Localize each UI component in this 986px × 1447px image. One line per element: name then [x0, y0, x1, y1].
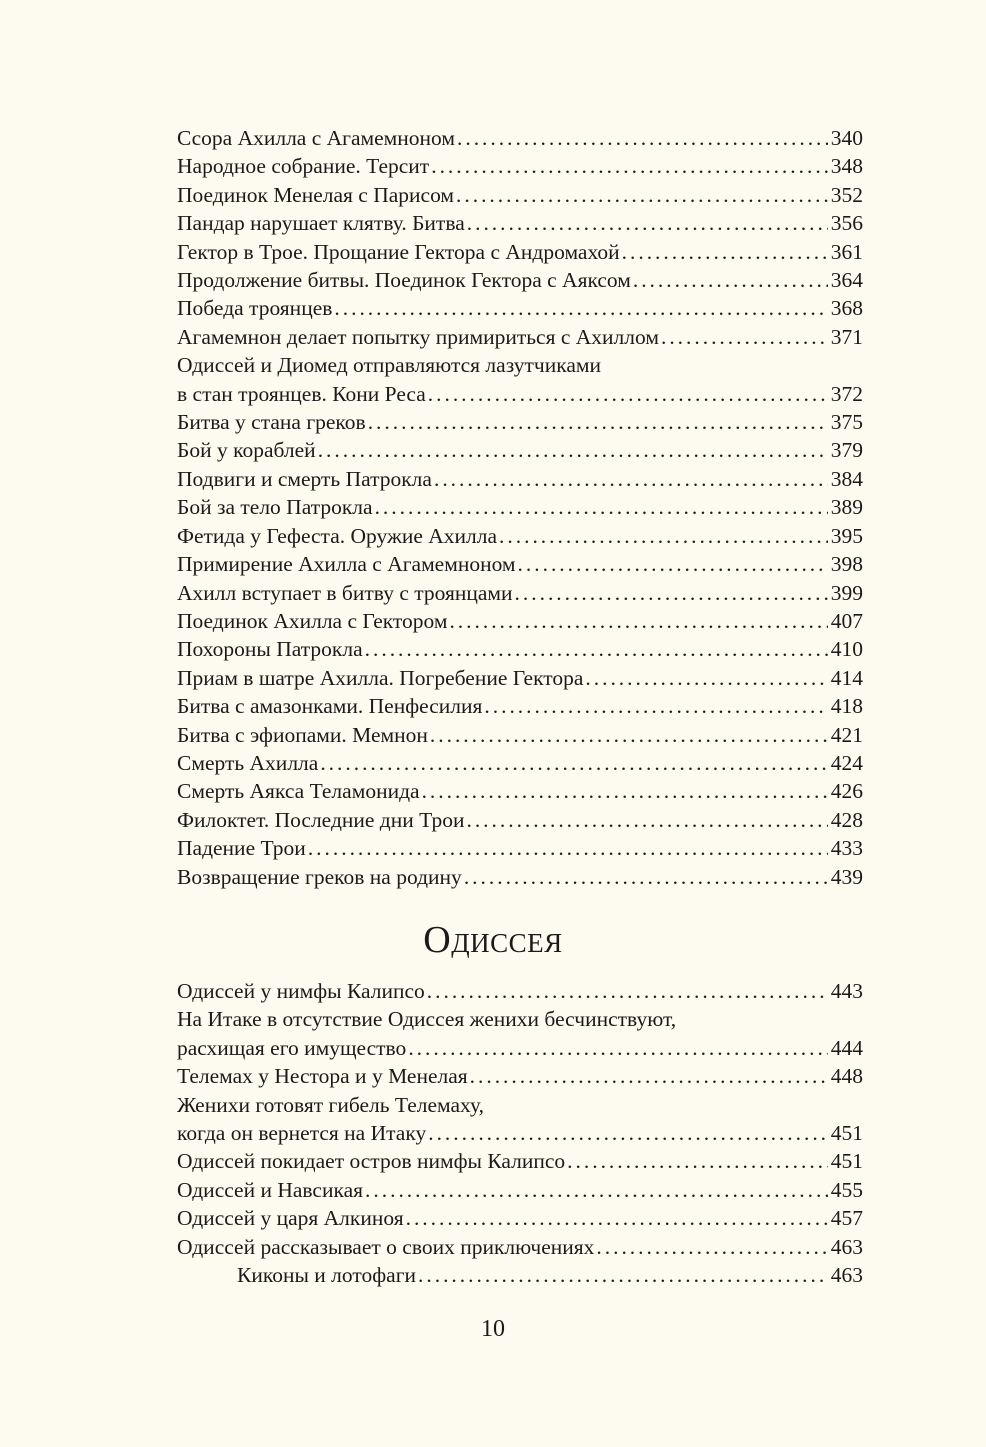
- dot-leader: [464, 863, 828, 891]
- toc-entry-page: 364: [830, 268, 863, 293]
- toc-entry: [177, 550, 863, 578]
- toc-entry-page: 375: [830, 410, 863, 435]
- toc-entry-page: 352: [830, 182, 863, 207]
- dot-leader: [427, 977, 828, 1005]
- toc-entry: [177, 238, 863, 266]
- toc-entry-title: Продолжение битвы. Поединок Гектора с Аяксом: [177, 268, 631, 293]
- toc-entry-page: 384: [830, 466, 863, 491]
- dot-leader: [422, 777, 828, 805]
- dot-leader: [434, 465, 828, 493]
- toc-entry-title: Похороны Патрокла: [177, 637, 363, 662]
- toc-entry-title: Одиссей у царя Алкиноя: [177, 1206, 404, 1231]
- dot-leader: [484, 692, 827, 720]
- toc-entry: [177, 493, 863, 521]
- toc-entry-title: Победа троянцев: [177, 296, 333, 321]
- toc-entry: [177, 721, 863, 749]
- toc-entry: [177, 266, 863, 294]
- dot-leader: [456, 181, 828, 209]
- toc-entry: [177, 692, 863, 720]
- toc-entry-title: Смерть Аякса Теламонида: [177, 779, 420, 804]
- toc-entry-title: Одиссей и Диомед отправляются лазутчиками: [177, 353, 601, 378]
- toc-entry-page: 361: [830, 239, 863, 264]
- dot-leader: [467, 209, 828, 237]
- toc-entry: [177, 1147, 863, 1175]
- dot-leader: [428, 1119, 828, 1147]
- toc-entry-title: Одиссей покидает остров нимфы Калипсо: [177, 1149, 566, 1174]
- dot-leader: [585, 664, 827, 692]
- toc-entry-title: Одиссей и Навсикая: [177, 1177, 364, 1202]
- dot-leader: [428, 380, 828, 408]
- page-number: 10: [481, 1316, 505, 1342]
- dot-leader: [633, 266, 828, 294]
- toc-entry: [177, 1119, 863, 1147]
- dot-leader: [449, 607, 827, 635]
- toc-entry-page: 348: [830, 154, 863, 179]
- toc-entry: [177, 777, 863, 805]
- toc-entry-page: 426: [830, 779, 863, 804]
- dot-leader: [470, 1062, 828, 1090]
- toc-entry: [177, 124, 863, 152]
- dot-leader: [318, 436, 828, 464]
- toc-entry-title: Одиссей у нимфы Калипсо: [177, 979, 425, 1003]
- toc-entry-title: Ссора Ахилла с Агамемноном: [177, 126, 455, 150]
- dot-leader: [308, 834, 828, 862]
- toc-entry-page: 340: [830, 126, 863, 150]
- toc-entry-page: 443: [830, 979, 863, 1003]
- toc-entry: [177, 1062, 863, 1090]
- toc-entry: [177, 436, 863, 464]
- toc-entry-page: 444: [830, 1035, 863, 1060]
- toc-entry: [177, 635, 863, 663]
- toc-entry: [177, 522, 863, 550]
- toc-section-iliad: [177, 124, 863, 891]
- toc-entry-page: 368: [830, 296, 863, 321]
- dot-leader: [515, 579, 828, 607]
- dot-leader: [375, 493, 828, 521]
- toc-entry-title: Бой за тело Патрокла: [177, 495, 373, 520]
- toc-entry-title: Падение Трои: [177, 836, 306, 861]
- dot-leader: [334, 294, 827, 322]
- dot-leader: [431, 152, 828, 180]
- toc-entry-page: 414: [830, 665, 863, 690]
- toc-entry: [177, 863, 863, 891]
- dot-leader: [622, 238, 828, 266]
- dot-leader: [365, 1176, 828, 1204]
- toc-entry-line: [177, 351, 863, 379]
- dot-leader: [368, 408, 828, 436]
- dot-leader: [430, 721, 828, 749]
- toc-entry-title: Женихи готовят гибель Телемаху,: [177, 1092, 484, 1117]
- toc-entry: [177, 465, 863, 493]
- toc-entry-page: 395: [830, 523, 863, 548]
- dot-leader: [567, 1147, 828, 1175]
- dot-leader: [406, 1204, 828, 1232]
- toc-entry-title: Киконы и лотофаги: [237, 1263, 417, 1288]
- toc-entry-page: 398: [830, 552, 863, 577]
- dot-leader: [320, 749, 827, 777]
- toc-entry: [177, 806, 863, 834]
- toc-entry: [177, 749, 863, 777]
- toc-entry: [177, 977, 863, 1005]
- dot-leader: [499, 522, 828, 550]
- toc-entry-title: Телемах у Нестора и у Менелая: [177, 1064, 468, 1089]
- toc-entry-title: Поединок Менелая с Парисом: [177, 182, 455, 207]
- toc-entry-title: Народное собрание. Терсит: [177, 154, 430, 179]
- toc-entry-page: 433: [830, 836, 863, 861]
- dot-leader: [457, 124, 828, 152]
- toc-entry-title: Гектор в Трое. Прощание Гектора с Андромахой: [177, 239, 620, 264]
- toc-section-odyssey: [177, 977, 863, 1289]
- dot-leader: [466, 806, 827, 834]
- toc-entry-page: 457: [830, 1206, 863, 1231]
- toc-entry-title: когда он вернется на Итаку: [177, 1121, 427, 1146]
- dot-leader: [408, 1034, 827, 1062]
- toc-entry-page: 451: [830, 1149, 863, 1174]
- dot-leader: [518, 550, 828, 578]
- toc-entry-title: Агамемнон делает попытку примириться с Ахиллом: [177, 324, 659, 349]
- toc-entry-page: 463: [830, 1234, 863, 1259]
- toc-entry-page: 421: [830, 722, 863, 747]
- dot-leader: [596, 1233, 827, 1261]
- toc-entry-page: 463: [830, 1263, 863, 1288]
- toc-entry-title: Пандар нарушает клятву. Битва: [177, 211, 465, 236]
- toc-entry-title: На Итаке в отсутствие Одиссея женихи бесчинствуют,: [177, 1007, 677, 1032]
- toc-entry: [177, 408, 863, 436]
- toc-entry-title: Приам в шатре Ахилла. Погребение Гектора: [177, 665, 584, 690]
- toc-entry-page: 451: [830, 1121, 863, 1146]
- toc-entry-line: [177, 1091, 863, 1119]
- toc-entry-page: 410: [830, 637, 863, 662]
- toc-entry: [177, 152, 863, 180]
- toc-entry-title: Возвращение греков на родину: [177, 864, 462, 889]
- toc-entry: [177, 294, 863, 322]
- toc-entry-page: 448: [830, 1064, 863, 1089]
- toc-entry: [177, 1233, 863, 1261]
- toc-entry-page: 371: [830, 324, 863, 349]
- toc-entry: [177, 1204, 863, 1232]
- toc-entry: [177, 1176, 863, 1204]
- toc-entry-page: 407: [830, 608, 863, 633]
- toc-entry-page: 356: [830, 211, 863, 236]
- toc-entry-title: Бой у кораблей: [177, 438, 316, 463]
- toc-entry-page: 418: [830, 694, 863, 719]
- toc-entry-title: в стан троянцев. Кони Реса: [177, 381, 426, 406]
- toc-entry: [177, 664, 863, 692]
- toc-entry: [177, 380, 863, 408]
- toc-entry-title: Одиссей рассказывает о своих приключениях: [177, 1234, 595, 1259]
- toc-entry-page: 428: [830, 807, 863, 832]
- toc-entry: [177, 834, 863, 862]
- dot-leader: [661, 323, 828, 351]
- toc-entry-title: Ахилл вступает в битву с троянцами: [177, 580, 513, 605]
- toc-entry: [177, 579, 863, 607]
- toc-entry-page: 399: [830, 580, 863, 605]
- toc-entry-title: Битва с амазонками. Пенфесилия: [177, 694, 483, 719]
- toc-entry-title: Филоктет. Последние дни Трои: [177, 807, 465, 832]
- toc-entry-line: [177, 1005, 863, 1033]
- toc-entry: [177, 1034, 863, 1062]
- toc-entry: [177, 323, 863, 351]
- toc-entry-title: Битва у стана греков: [177, 410, 366, 435]
- toc-entry-title: Поединок Ахилла с Гектором: [177, 608, 448, 633]
- toc-entry-title: расхищая его имущество: [177, 1035, 407, 1060]
- toc-entry-page: 455: [830, 1177, 863, 1202]
- toc-entry-title: Битва с эфиопами. Мемнон: [177, 722, 428, 747]
- dot-leader: [365, 635, 828, 663]
- toc-entry-page: 372: [830, 381, 863, 406]
- toc-entry-title: Подвиги и смерть Патрокла: [177, 466, 432, 491]
- toc-entry-title: Смерть Ахилла: [177, 750, 319, 775]
- toc-entry-page: 424: [830, 750, 863, 775]
- dot-leader: [418, 1261, 828, 1289]
- toc-entry-title: Примирение Ахилла с Агамемноном: [177, 552, 516, 577]
- toc-entry-page: 439: [830, 864, 863, 889]
- toc-entry-title: Фетида у Гефеста. Оружие Ахилла: [177, 523, 498, 548]
- toc-entry: [177, 181, 863, 209]
- toc-entry-page: 389: [830, 495, 863, 520]
- section-heading: Одиссея: [423, 919, 563, 961]
- toc-entry: [177, 607, 863, 635]
- toc-entry-page: 379: [830, 438, 863, 463]
- toc-entry: [177, 209, 863, 237]
- toc-entry: [177, 1261, 863, 1289]
